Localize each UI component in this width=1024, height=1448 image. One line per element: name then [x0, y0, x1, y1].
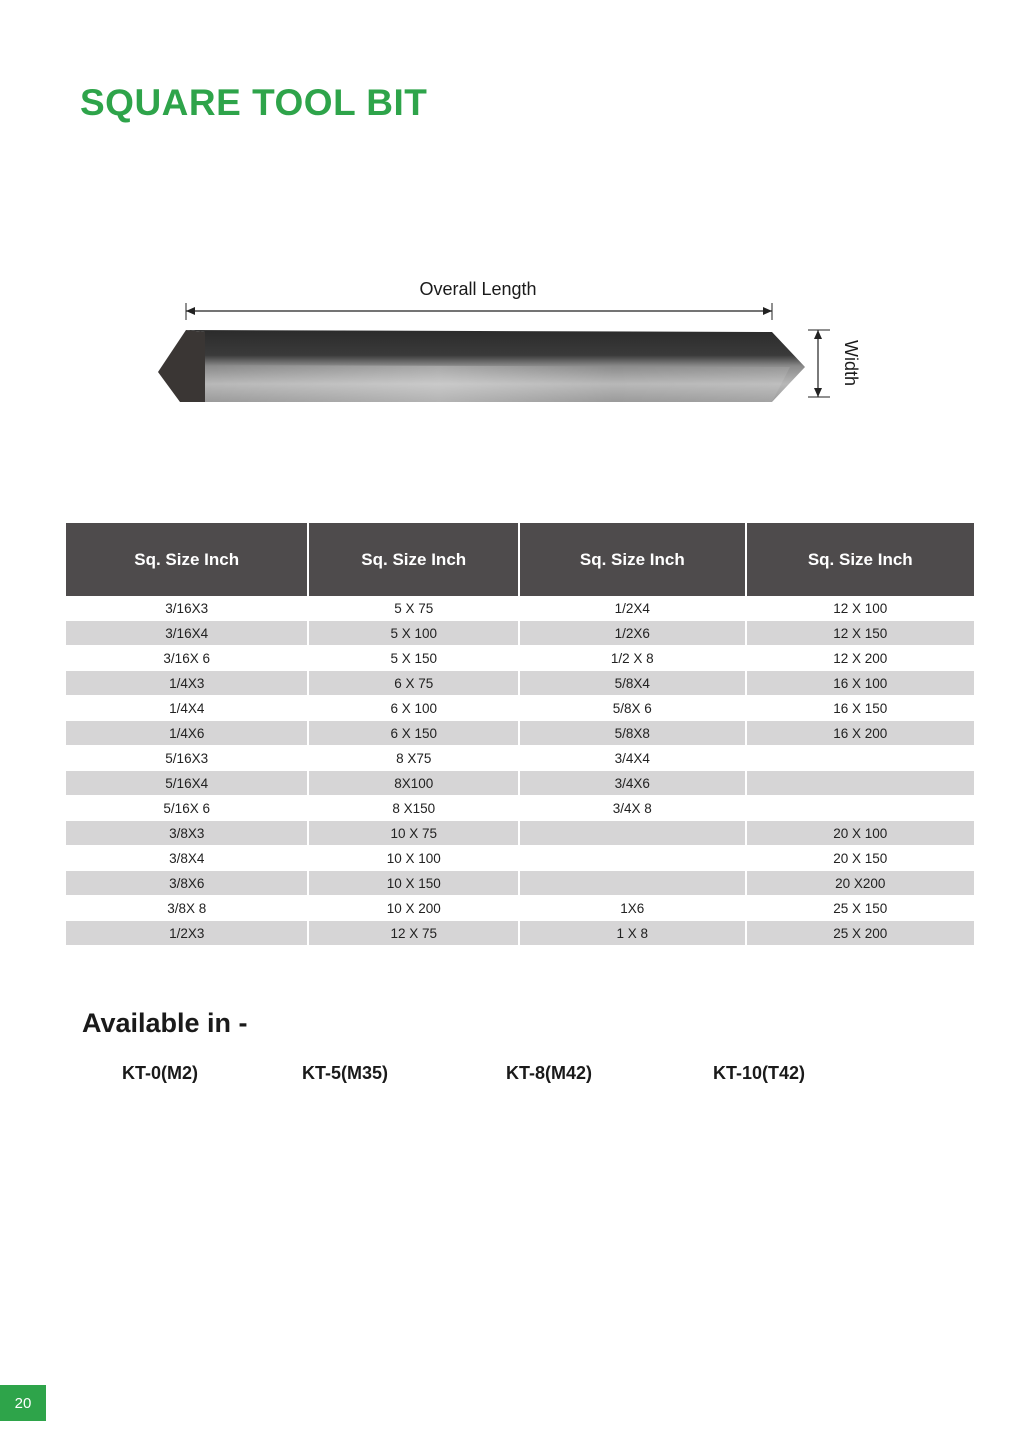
- table-row: [66, 696, 974, 721]
- table-cell: 6 X 150: [308, 721, 519, 746]
- table-row: [66, 721, 974, 746]
- table-cell: 5/16X3: [66, 746, 308, 771]
- table-cell: 5/16X4: [66, 771, 308, 796]
- width-label: Width: [841, 339, 861, 387]
- table-cell: 5 X 150: [308, 646, 519, 671]
- table-row: [66, 621, 974, 646]
- table-cell: 3/4X 8: [519, 796, 745, 821]
- table-cell: 5 X 100: [308, 621, 519, 646]
- table-cell: 8 X150: [308, 796, 519, 821]
- grade-kt5: KT-5(M35): [302, 1063, 389, 1083]
- table-cell: 5/16X 6: [66, 796, 308, 821]
- column-header: Sq. Size Inch: [308, 523, 519, 596]
- table-cell: 3/4X6: [519, 771, 745, 796]
- table-cell: 1/2X6: [519, 621, 745, 646]
- table-cell: 10 X 200: [308, 896, 519, 921]
- table-row: [66, 821, 974, 846]
- table-cell: 16 X 200: [746, 721, 974, 746]
- table-cell: 8X100: [308, 771, 519, 796]
- table-cell: 3/16X4: [66, 621, 308, 646]
- tool-bit-diagram: [0, 270, 1024, 430]
- table-cell: 16 X 100: [746, 671, 974, 696]
- table-cell: 12 X 150: [746, 621, 974, 646]
- table-cell: 12 X 100: [746, 596, 974, 621]
- table-cell: 3/4X4: [519, 746, 745, 771]
- size-table: [66, 523, 974, 946]
- table-cell: 3/16X3: [66, 596, 308, 621]
- table-cell: [519, 846, 745, 871]
- table-cell: 3/8X6: [66, 871, 308, 896]
- table-cell: [519, 821, 745, 846]
- table-row: [66, 746, 974, 771]
- table-cell: 5/8X4: [519, 671, 745, 696]
- column-header: Sq. Size Inch: [519, 523, 745, 596]
- table-cell: 1/2 X 8: [519, 646, 745, 671]
- table-cell: 10 X 100: [308, 846, 519, 871]
- table-cell: 10 X 75: [308, 821, 519, 846]
- overall-length-label: Overall Length: [419, 279, 537, 299]
- table-cell: 20 X 150: [746, 846, 974, 871]
- grade-kt0: KT-0(M2): [122, 1063, 198, 1083]
- table-cell: 3/8X3: [66, 821, 308, 846]
- table-cell: 20 X 100: [746, 821, 974, 846]
- table-cell: 5/8X 6: [519, 696, 745, 721]
- table-row: [66, 646, 974, 671]
- bar-end-face: [158, 330, 205, 402]
- page-number: 20: [0, 1385, 46, 1421]
- table-cell: 3/8X4: [66, 846, 308, 871]
- grade-kt8: KT-8(M42): [506, 1063, 593, 1083]
- table-cell: 12 X 200: [746, 646, 974, 671]
- table-cell: 20 X200: [746, 871, 974, 896]
- table-row: [66, 921, 974, 946]
- table-cell: 6 X 75: [308, 671, 519, 696]
- table-row: [66, 596, 974, 621]
- width-dimension-arrow: [808, 330, 830, 397]
- page-title: SQUARE TOOL BIT: [80, 82, 428, 123]
- table-cell: 25 X 150: [746, 896, 974, 921]
- table-cell: 3/16X 6: [66, 646, 308, 671]
- table-cell: 1/2X4: [519, 596, 745, 621]
- table-cell: 3/8X 8: [66, 896, 308, 921]
- length-dimension-arrow: [186, 303, 772, 320]
- table-cell: 6 X 100: [308, 696, 519, 721]
- table-header-row: [66, 523, 974, 596]
- table-cell: [746, 771, 974, 796]
- table-row: [66, 796, 974, 821]
- table-cell: 1 X 8: [519, 921, 745, 946]
- table-cell: 1/4X6: [66, 721, 308, 746]
- table-row: [66, 846, 974, 871]
- table-cell: [519, 871, 745, 896]
- table-row: [66, 896, 974, 921]
- column-header: Sq. Size Inch: [66, 523, 308, 596]
- table-cell: 12 X 75: [308, 921, 519, 946]
- table-cell: 25 X 200: [746, 921, 974, 946]
- available-in-heading: Available in -: [82, 1008, 248, 1038]
- table-row: [66, 871, 974, 896]
- table-cell: 1/2X3: [66, 921, 308, 946]
- table-cell: 16 X 150: [746, 696, 974, 721]
- table-cell: [746, 746, 974, 771]
- table-row: [66, 771, 974, 796]
- table-cell: 5/8X8: [519, 721, 745, 746]
- table-cell: 1/4X4: [66, 696, 308, 721]
- column-header: Sq. Size Inch: [746, 523, 974, 596]
- table-cell: 5 X 75: [308, 596, 519, 621]
- table-cell: [746, 796, 974, 821]
- table-cell: 1X6: [519, 896, 745, 921]
- grade-kt10: KT-10(T42): [713, 1063, 806, 1083]
- table-row: [66, 671, 974, 696]
- table-cell: 1/4X3: [66, 671, 308, 696]
- table-cell: 8 X75: [308, 746, 519, 771]
- table-cell: 10 X 150: [308, 871, 519, 896]
